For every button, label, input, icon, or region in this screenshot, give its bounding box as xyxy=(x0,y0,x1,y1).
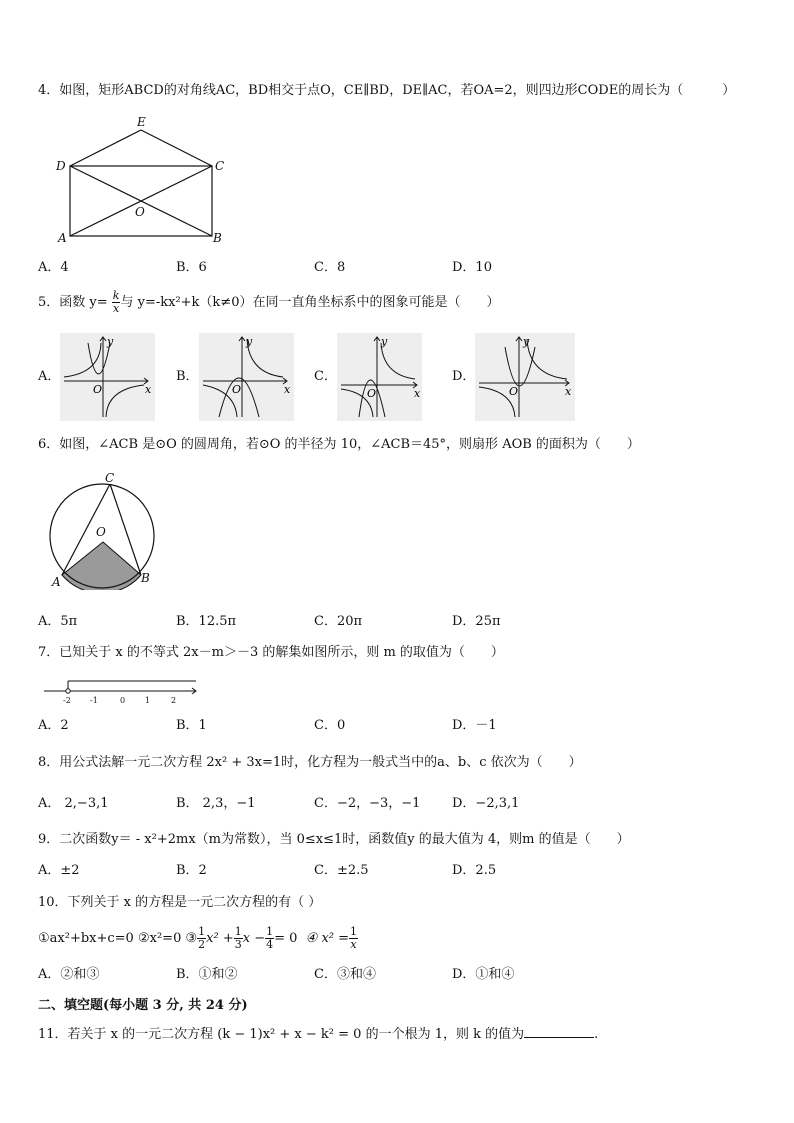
question-11 xyxy=(38,1025,598,1044)
fraction xyxy=(234,926,243,951)
figure-number-line xyxy=(40,674,205,706)
item-3-term: x − xyxy=(242,931,266,946)
x-label: x xyxy=(145,383,152,396)
segment-ce xyxy=(141,130,212,166)
question-10-items xyxy=(38,926,358,951)
question-text-post: 与 y=-kx²+k（k≠0）在同一直角坐标系中的图象可能是（ ） xyxy=(120,295,500,310)
numerator: 1 xyxy=(234,925,242,938)
y-label: y xyxy=(523,335,530,348)
x-label: x xyxy=(414,387,421,400)
question-number: 11． xyxy=(38,1027,68,1042)
question-7 xyxy=(38,644,504,662)
y-label: y xyxy=(246,335,253,348)
label-b: B xyxy=(141,571,150,585)
x-label: x xyxy=(284,383,291,396)
question-text: 若关于 x 的一元二次方程 (k − 1)x² + x − k² = 0 的一个根为 1，则 k 的值为 xyxy=(67,1027,525,1042)
tick-label: 1 xyxy=(145,696,151,705)
label-a: A xyxy=(58,231,67,245)
question-end: . xyxy=(594,1027,599,1042)
option-b: B．6 xyxy=(176,260,207,275)
numerator: 1 xyxy=(266,925,274,938)
option-d: D．25π xyxy=(452,614,501,629)
tick-label: -1 xyxy=(90,696,98,705)
option-d: D．2.5 xyxy=(452,863,497,878)
option-c: C．±2.5 xyxy=(314,863,369,878)
option-d: D．−2,3,1 xyxy=(452,796,520,811)
question-number: 7． xyxy=(38,645,60,660)
option-a: A．4 xyxy=(38,260,69,275)
option-b: B．①和② xyxy=(176,967,238,982)
tick-label: 2 xyxy=(171,696,177,705)
label-c: C xyxy=(215,159,225,173)
fraction xyxy=(265,926,274,951)
fraction xyxy=(197,926,206,951)
option-c: C．8 xyxy=(314,260,346,275)
y-label: y xyxy=(381,335,388,348)
option-c: C．0 xyxy=(314,718,346,733)
question-9 xyxy=(38,831,630,849)
question-number: 4． xyxy=(38,83,60,98)
graph-background xyxy=(337,333,422,421)
label-e: E xyxy=(137,115,146,129)
question-text: 如图，矩形ABCD的对角线AC，BD相交于点O，CE∥BD，DE∥AC，若OA=2，则四边形CODE的周长为（ ） xyxy=(59,83,736,98)
denominator: 3 xyxy=(234,938,242,951)
question-number: 8． xyxy=(38,755,60,770)
question-number: 10． xyxy=(38,895,68,910)
denominator: x xyxy=(113,302,120,315)
label-a: A xyxy=(52,575,61,589)
numerator: k xyxy=(112,289,120,302)
option-b: B． xyxy=(176,369,199,384)
question-8 xyxy=(38,754,582,772)
option-a: A． 2,−3,1 xyxy=(38,796,109,811)
answer-blank[interactable] xyxy=(524,1025,594,1038)
section-heading: 二、填空题(每小题 3 分, 共 24 分) xyxy=(38,998,248,1013)
origin-label: O xyxy=(93,383,103,396)
option-b: B．2 xyxy=(176,863,207,878)
option-a: A．2 xyxy=(38,718,69,733)
option-b: B． 2,3，−1 xyxy=(176,796,256,811)
x-label: x xyxy=(565,385,572,398)
option-a: A．±2 xyxy=(38,863,80,878)
option-c: C．20π xyxy=(314,614,363,629)
graph-option-b xyxy=(199,333,294,421)
question-text: 下列关于 x 的方程是一元二次方程的有（ ） xyxy=(67,895,322,910)
segment-de xyxy=(70,130,141,166)
fraction xyxy=(349,926,358,951)
question-text: 二次函数y＝ - x²+2mx（m为常数），当 0≤x≤1时，函数值y 的最大值为 4，则m 的值是（ ） xyxy=(59,832,630,847)
option-a: A．5π xyxy=(38,614,78,629)
item-3-marker: ③ xyxy=(185,931,198,946)
item-2: ②x²=0 xyxy=(137,931,182,946)
item-3-term: x² + xyxy=(206,931,234,946)
question-5 xyxy=(38,290,499,315)
option-b: B．12.5π xyxy=(176,614,237,629)
option-d: D．－1 xyxy=(452,718,497,733)
question-10 xyxy=(38,894,321,912)
question-number: 9． xyxy=(38,832,60,847)
origin-label: O xyxy=(232,383,242,396)
question-text: 用公式法解一元二次方程 2x² + 3x=1时，化方程为一般式当中的a、b、c 依次为（ ） xyxy=(59,755,582,770)
tick-label: -2 xyxy=(63,696,71,705)
question-text-pre: 函数 y= xyxy=(59,295,108,310)
option-d: D．10 xyxy=(452,260,492,275)
option-d: D．①和④ xyxy=(452,967,515,982)
open-endpoint xyxy=(66,689,70,693)
graph-option-a xyxy=(60,333,155,421)
label-b: B xyxy=(213,231,222,245)
label-o: O xyxy=(96,525,106,539)
numerator: 1 xyxy=(198,925,206,938)
option-d: D． xyxy=(452,369,476,384)
tick-label: 0 xyxy=(120,696,126,705)
denominator: 4 xyxy=(266,938,274,951)
label-o: O xyxy=(135,205,145,219)
question-text: 已知关于 x 的不等式 2x－m＞－3 的解集如图所示，则 m 的取值为（ ） xyxy=(59,645,504,660)
numerator: 1 xyxy=(350,925,358,938)
y-label: y xyxy=(107,335,114,348)
item-1: ①ax²+bx+c=0 xyxy=(38,931,134,946)
question-text: 如图，∠ACB 是⊙O 的圆周角，若⊙O 的半径为 10，∠ACB＝45°，则扇形 AOB 的面积为（ ） xyxy=(59,437,640,452)
option-b: B．1 xyxy=(176,718,207,733)
question-number: 5． xyxy=(38,295,60,310)
graph-option-c xyxy=(337,333,422,421)
origin-label: O xyxy=(367,387,377,400)
denominator: 2 xyxy=(198,938,206,951)
item-3-end: = 0 xyxy=(274,931,298,946)
option-c: C．−2，−3，−1 xyxy=(314,796,421,811)
label-c: C xyxy=(105,471,115,485)
denominator: x xyxy=(350,938,357,951)
item-4: ④ x² = xyxy=(305,931,350,946)
question-number: 6． xyxy=(38,437,60,452)
origin-label: O xyxy=(509,385,519,398)
figure-circle-o xyxy=(44,470,164,590)
sector-aob xyxy=(62,542,141,590)
option-a: A． xyxy=(38,369,61,384)
graph-option-d xyxy=(475,333,575,421)
figure-rectangle-abcd xyxy=(50,112,240,247)
question-4 xyxy=(38,82,735,100)
option-c: C．③和④ xyxy=(314,967,376,982)
option-c: C． xyxy=(314,369,337,384)
option-a: A．②和③ xyxy=(38,967,100,982)
question-6 xyxy=(38,436,640,454)
label-d: D xyxy=(56,159,66,173)
